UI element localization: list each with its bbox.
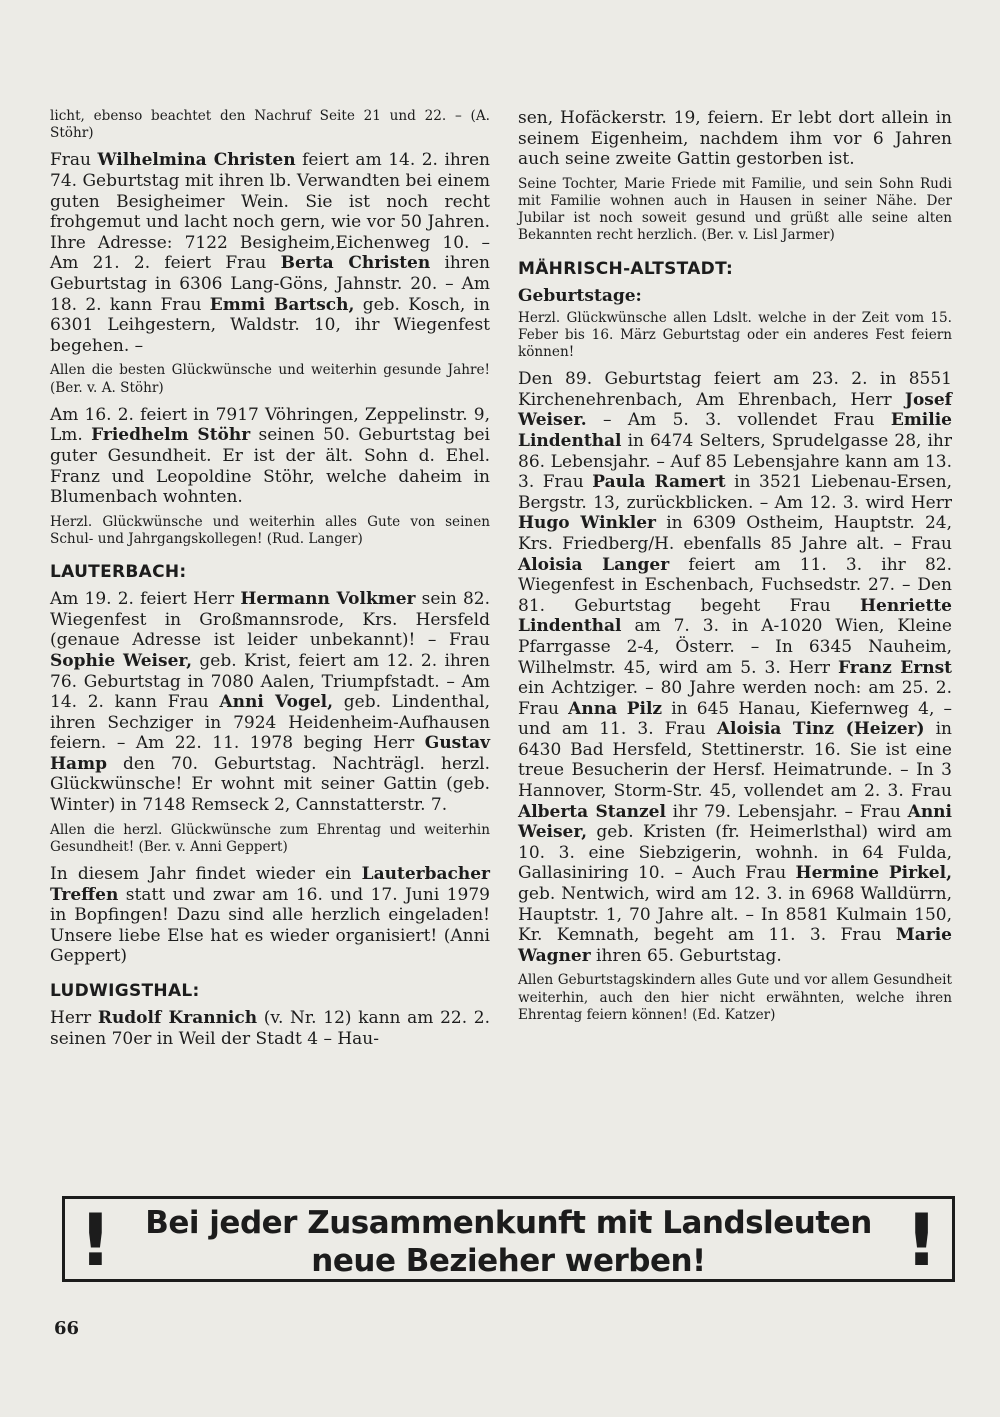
person-name: Anni Weiser, [518, 801, 952, 843]
closing-note: Allen Geburtstagskindern alles Gute und vor allem Gesundheit weiterhin, auch den hier nicht erwähnten, welche ihren Ehrentag feiern können! (Ed. Katzer) [518, 972, 952, 1023]
person-name: Emilie Lindenthal [518, 410, 952, 451]
text-run: feiert am 11. 3. ihr 82. Wiegenfest in Eschenbach, Fuchsedstr. 27. – Den 81. Geburtstag begeht Frau [518, 554, 952, 616]
text-run: in 645 Hanau, Kiefernweg 4, – und am 11. 3. Frau [518, 698, 952, 740]
section-heading-maehrisch-altstadt: MÄHRISCH-ALTSTADT: [518, 258, 734, 279]
banner-line-2: neue Bezieher werben! [311, 1243, 706, 1279]
person-name: Josef Weiser. [518, 389, 952, 431]
person-name: Gustav Hamp [50, 733, 490, 774]
text-run: den 70. Geburtstag. Nachträgl. herzl. Glückwünsche! Er wohnt mit seiner Gattin (geb. Winter) in 7148 Remseck 2, Cannstatterstr. 7. [50, 753, 490, 816]
paragraph-christen [50, 150, 490, 356]
exclamation-mark-left: ! [79, 1198, 112, 1282]
paragraph-treffen [50, 864, 490, 967]
paragraph-krannich [50, 1008, 490, 1049]
person-name: Hermine Pirkel, [795, 863, 952, 884]
text-run: ihr 79. Lebensjahr. – Frau [665, 801, 908, 822]
person-name: Henriette Lindenthal [518, 595, 952, 637]
text-run: in 6430 Bad Hersfeld, Stettinerstr. 16. Sie ist eine treue Besucherin der Hersf. Heimatrunde. – In 3 Hannover, Storm-Str. 45, vollendet am 2. 3. Frau [518, 719, 953, 802]
person-name: Marie Wagner [518, 925, 952, 966]
text-run: In diesem Jahr findet wieder ein [50, 864, 362, 885]
person-name: Rudolf Krannich [97, 1008, 258, 1029]
left-column [50, 108, 490, 1055]
subheading-geburtstage: Geburtstage: [518, 285, 642, 306]
person-name: Lauterbacher Treffen [50, 864, 490, 905]
text-run: seinen 50. Geburtstag bei guter Gesundheit. Er ist der ält. Sohn d. Ehel. Franz und Leopoldine Stöhr, welche daheim in Blumenbach wohnten. [50, 425, 490, 508]
person-name: Hermann Volkmer [240, 589, 416, 610]
greeting-note: Allen die herzl. Glückwünsche zum Ehrentag und weiterhin Gesundheit! (Ber. v. Anni Geppert) [50, 821, 490, 855]
text-run: in 6309 Ostheim, Hauptstr. 24, Krs. Friedberg/H. ebenfalls 85 Jahre alt. – Frau [518, 513, 953, 554]
person-name: Wilhelmina Christen [97, 150, 296, 171]
text-run: feiert am 14. 2. ihren 74. Geburtstag mit ihren lb. Verwandten bei einem guten Besigheimer Wein. Sie ist noch recht frohgemut und lacht noch gern, wie vor 50 Jahren. Ihre Adresse: 7122 Besigheim,Eichenweg 10. – Am 21. 2. feiert Frau [50, 150, 490, 274]
person-name: Friedhelm Stöhr [91, 425, 251, 446]
text-run: Herr [50, 1008, 98, 1029]
text-run: ein Achtziger. – 80 Jahre werden noch: am 25. 2. Frau [518, 678, 952, 719]
person-name: Anni Vogel, [219, 692, 334, 713]
recruitment-banner [62, 1196, 955, 1282]
text-run: geb. Kristen (fr. Heimerlsthal) wird am 10. 3. eine Siebzigerin, wohnh. in 64 Fulda, Gallasiniring 10. – Auch Frau [518, 822, 952, 884]
person-name: Aloisia Tinz (Heizer) [716, 719, 925, 740]
text-run: Frau [50, 150, 98, 171]
banner-line-1: Bei jeder Zusammenkunft mit Landsleuten [145, 1205, 872, 1241]
paragraph-birthdays [518, 369, 952, 966]
text-run: geb. Nentwich, wird am 12. 3. in 6968 Walldürrn, Hauptstr. 1, 70 Jahre alt. – In 8581 Kulmain 150, Kr. Kemnath, begeht am 11. 3. Frau [518, 884, 952, 946]
paragraph-krannich-cont: sen, Hofäckerstr. 19, feiern. Er lebt dort allein in seinem Eigenheim, nachdem ihm vor 6 Jahren auch seine zweite Gattin gestorben ist. [518, 108, 952, 170]
person-name: Anna Pilz [568, 698, 663, 719]
greeting-note: Allen die besten Glückwünsche und weiterhin gesunde Jahre! (Ber. v. A. Stöhr) [50, 362, 490, 396]
text-run: geb. Kosch, in 6301 Leihgestern, Waldstr. 10, ihr Wiegenfest begehen. – [50, 294, 490, 356]
text-run: statt und zwar am 16. und 17. Juni 1979 in Bopfingen! Dazu sind alle herzlich eingeladen! Unsere liebe Else hat es wieder organisiert! (Anni Geppert) [50, 884, 490, 967]
person-name: Emmi Bartsch, [209, 294, 355, 315]
exclamation-mark-right: ! [905, 1198, 938, 1282]
text-run: in 6474 Selters, Sprudelgasse 28, ihr 86. Lebensjahr. – Auf 85 Lebensjahre kann am 13. 3. Frau [518, 430, 952, 493]
person-name: Sophie Weiser, [50, 650, 193, 671]
person-name: Franz Ernst [837, 657, 952, 678]
text-run: (v. Nr. 12) kann am 22. 2. seinen 70er in Weil der Stadt 4 – Hau- [50, 1008, 490, 1049]
right-column [518, 108, 952, 1032]
text-run: sein 82. Wiegenfest in Großmannsrode, Krs. Hersfeld (genaue Adresse ist leider unbekannt)! – Frau [50, 589, 490, 651]
person-name: Hugo Winkler [518, 513, 656, 534]
person-name: Berta Christen [280, 253, 431, 274]
section-heading-lauterbach: LAUTERBACH: [50, 562, 187, 583]
text-run: Am 16. 2. feiert in 7917 Vöhringen, Zeppelinstr. 9, Lm. [50, 404, 490, 446]
text-run: ihren Geburtstag in 6306 Lang-Göns, Jahnstr. 20. – Am 18. 2. kann Frau [50, 253, 490, 315]
greeting-note: Herzl. Glückwünsche und weiterhin alles Gute von seinen Schul- und Jahrgangskollegen! (Rud. Langer) [50, 513, 490, 547]
person-name: Paula Ramert [592, 472, 726, 493]
paragraph-stoehr [50, 405, 490, 508]
person-name: Aloisia Langer [518, 554, 670, 575]
text-run: am 7. 3. in A-1020 Wien, Kleine Pfarrgasse 2-4, Österr. – In 6345 Nauheim, Wilhelmstr. 45, wird am 5. 3. Herr [518, 616, 952, 678]
page-number: 66 [54, 1318, 80, 1339]
greeting-note: Seine Tochter, Marie Friede mit Familie, und sein Sohn Rudi mit Familie wohnen auch in Hausen in seiner Nähe. Der Jubilar ist noch soweit gesund und grüßt alle seine alten Bekannten recht herzlich. (Ber. v. Lisl Jarmer) [518, 175, 952, 244]
text-run: Den 89. Geburtstag feiert am 23. 2. in 8551 Kirchenehrenbach, Am Ehrenbach, Herr [518, 369, 952, 410]
text-run: geb. Krist, feiert am 12. 2. ihren 76. Geburtstag in 7080 Aalen, Triumpfstadt. – Am 14. 2. kann Frau [50, 650, 491, 713]
section-heading-ludwigsthal: LUDWIGSTHAL: [50, 981, 200, 1002]
text-run: geb. Lindenthal, ihren Sechziger in 7924 Heidenheim-Aufhausen feiern. – Am 22. 11. 1978 beging Herr [50, 692, 490, 754]
text-run: in 3521 Liebenau-Ersen, Bergstr. 13, zurückblicken. – Am 12. 3. wird Herr [518, 472, 952, 513]
text-run: Am 19. 2. feiert Herr [50, 589, 241, 610]
intro-note: licht, ebenso beachtet den Nachruf Seite 21 und 22. – (A. Stöhr) [50, 108, 490, 142]
person-name: Alberta Stanzel [518, 801, 666, 822]
paragraph-lauterbach [50, 589, 490, 816]
greeting-note: Herzl. Glückwünsche allen Ldslt. welche in der Zeit vom 15. Feber bis 16. März Geburtstag oder ein anderes Fest feiern können! [518, 309, 952, 360]
text-run: – Am 5. 3. vollendet Frau [586, 410, 891, 431]
text-run: ihren 65. Geburtstag. [590, 945, 782, 966]
